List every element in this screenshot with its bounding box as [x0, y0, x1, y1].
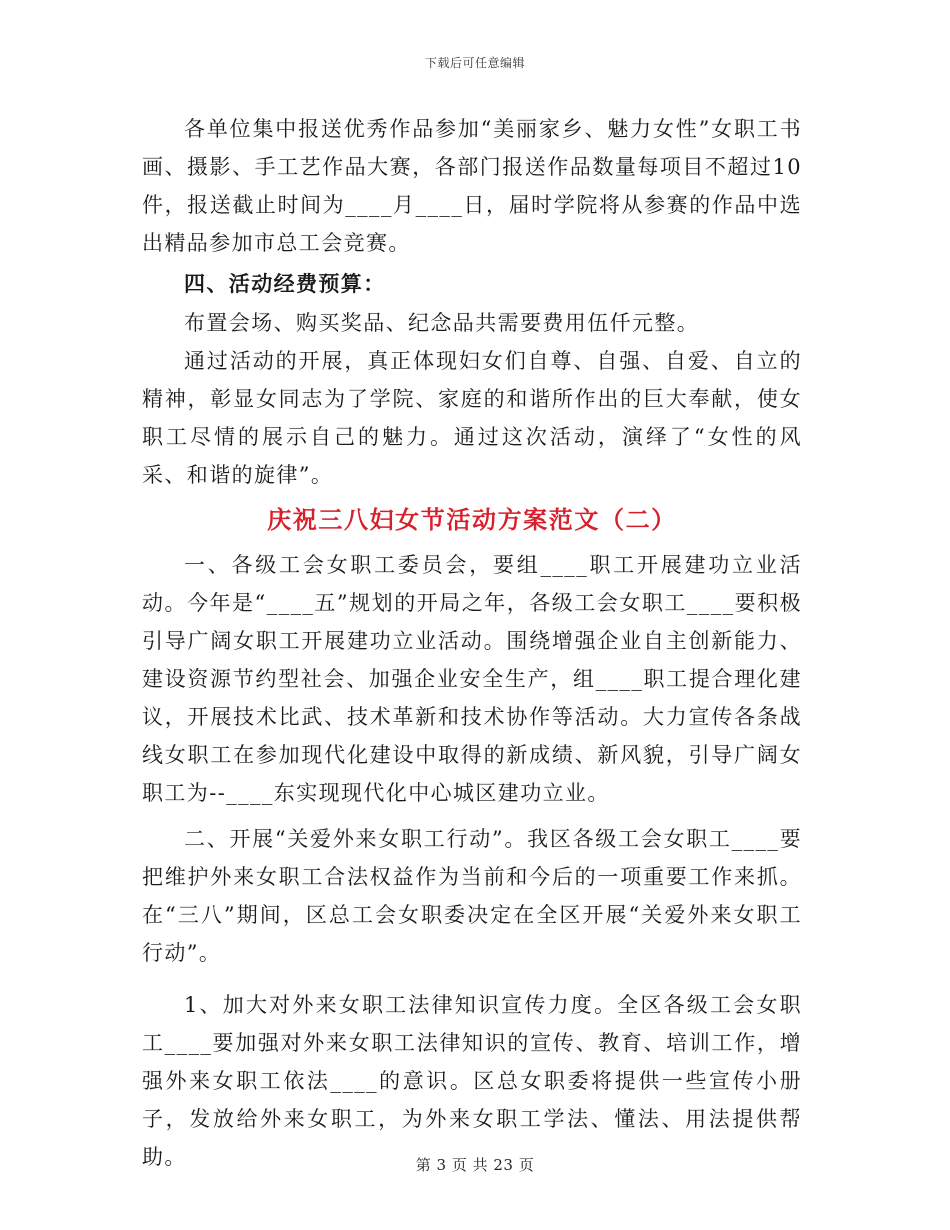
paragraph-item-one: 一、各级工会女职工委员会，要组____职工开展建功立业活动。今年是“____五”规划的开局之年，各级工会女职工____要积极引导广阔女职工开展建功立业活动。围绕增强企业自主创新能力、建设资源节约型社会、加强企业安全生产，组____职工提合理化建议，开展技术比武、技术革新和技术协作等活动。大力宣传各条战线女职工在参加现代化建设中取得的新成绩、新风貌，引导广阔女职工为--____东实现现代化中心城区建功立业。: [142, 553, 802, 805]
paragraph-submission: 各单位集中报送优秀作品参加“美丽家乡、魅力女性”女职工书画、摄影、手工艺作品大赛，各部门报送作品数量每项目不超过10件，报送截止时间为____月____日，届时学院将从参赛的作品中选出精品参加市总工会竞赛。: [142, 117, 802, 255]
paragraph-summary: 通过活动的开展，真正体现妇女们自尊、自强、自爱、自立的精神，彰显女同志为了学院、家庭的和谐所作出的巨大奉献，使女职工尽情的展示自己的魅力。通过这次活动，演绎了“女性的风采、和谐的旋律”。: [142, 349, 802, 487]
page-header: 下载后可任意编辑: [424, 56, 525, 70]
section-title: 庆祝三八妇女节活动方案范文（二）: [267, 505, 677, 534]
paragraph-budget: 布置会场、购买奖品、纪念品共需要费用伍仟元整。: [184, 311, 700, 335]
page-footer: 第 3 页 共 23 页: [415, 1156, 535, 1174]
heading-budget: 四、活动经费预算：: [184, 271, 386, 296]
paragraph-item-two-sub-one: 1、加大对外来女职工法律知识宣传力度。全区各级工会女职工____要加强对外来女职工法律知识的宣传、教育、培训工作，增强外来女职工依法____的意识。区总女职委将提供一些宣传小册子，发放给外来女职工，为外来女职工学法、懂法、用法提供帮助。: [142, 993, 802, 1169]
document-body: [142, 110, 802, 1176]
paragraph-item-two: 二、开展“关爱外来女职工行动”。我区各级工会女职工____要把维护外来女职工合法权益作为当前和今后的一项重要工作来抓。在“三八”期间，区总工会女职委决定在全区开展“关爱外来女职工行动”。: [142, 827, 802, 965]
